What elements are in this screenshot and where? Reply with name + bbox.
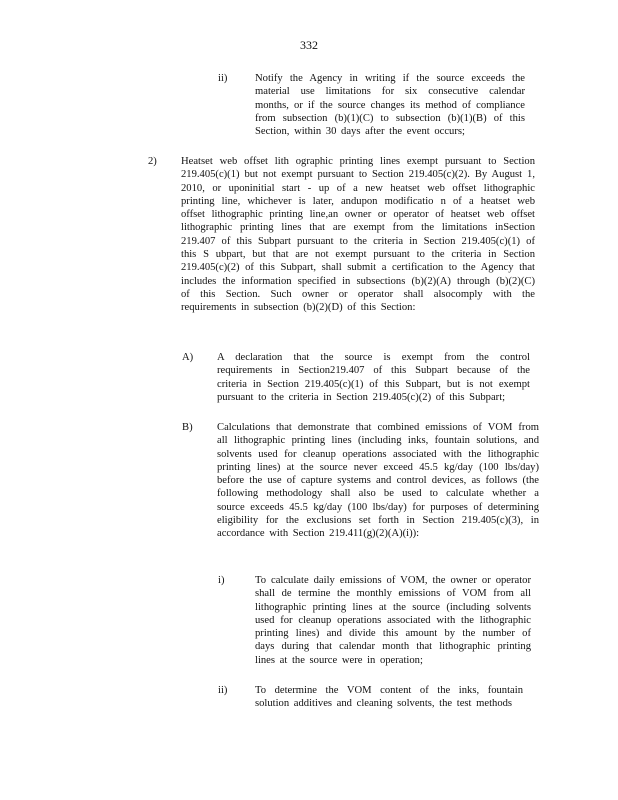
- item-text: A declaration that the source is exempt from the control requirements in Section219.407 of this Subpart because of the criteria in Section 219.405(c)(1) of this Subpart, but is not exempt pursuant to the criteria in Section 219.405(c)(2) of this Subpart;: [217, 352, 530, 403]
- item-label: i): [218, 575, 225, 586]
- subsection-2-heatset: [148, 155, 535, 315]
- item-text: To determine the VOM content of the inks, fountain solution additives and cleaning solvents, the test methods: [255, 685, 523, 710]
- subsection-B-calculations: [182, 421, 539, 541]
- subsection-ii-vom-content: [218, 684, 523, 711]
- subsection-ii-notify: [218, 72, 525, 138]
- page-number: 332: [300, 38, 318, 52]
- subsection-i-daily-emissions: [218, 574, 531, 667]
- item-label: ii): [218, 73, 228, 84]
- subsection-A-declaration: [182, 351, 530, 404]
- item-label: 2): [148, 156, 157, 167]
- item-label: B): [182, 422, 193, 433]
- item-text: Notify the Agency in writing if the source exceeds the material use limitations for six consecutive calendar months, or if the source changes its method of compliance from subsection (b)(1)(C) to subsection (b)(1)(B) of this Section, within 30 days after the event occurs;: [255, 73, 525, 138]
- item-text: Heatset web offset lith ographic printing lines exempt pursuant to Section 219.405(c)(1) but not exempt pursuant to Section 219.405(c)(2). By August 1, 2010, or uponinitial start - up of a new heatset web offset lithographic printing line, whichever is later, andupon modificatio n of a heatset web offset lithographic printing line,an owner or operator of heatset web offset lithographic printing lines that are exempt from the limitations inSection 219.407 of this Subpart pursuant to the criteria in Section 219.405(c)(1) of this S ubpart, but that are not exempt pursuant to the criteria in Section 219.405(c)(2) of this Subpart, shall submit a certification to the Agency that includes the information specified in subsections (b)(2)(A) through (b)(2)(C) of this Section. Such owner or operator shall alsocomply with the requirements in subsection (b)(2)(D) of this Section:: [181, 156, 535, 314]
- item-text: To calculate daily emissions of VOM, the owner or operator shall de termine the monthly emissions of VOM from all lithographic printing lines at the source (including solvents used for cleanup operations associated with the lithographic printing lines) and divide this amount by the number of days during that calendar month that lithographic printing lines at the source were in operation;: [255, 575, 531, 666]
- item-text: Calculations that demonstrate that combined emissions of VOM from all lithographic printing lines (including inks, fountain solutions, and solvents used for cleanup operations associated with the lithographic printing lines) at the source never exceed 45.5 kg/day (100 lbs/day) before the use of capture systems and control devices, as follows (the following methodology shall also be used to calculate whether a source exceeds 45.5 kg/day (100 lbs/day) for purposes of determining eligibility for the exclusions set forth in Section 219.405(c)(3), in accordance with Section 219.411(g)(2)(A)(i)):: [217, 422, 539, 540]
- item-label: A): [182, 352, 194, 363]
- item-label: ii): [218, 685, 228, 696]
